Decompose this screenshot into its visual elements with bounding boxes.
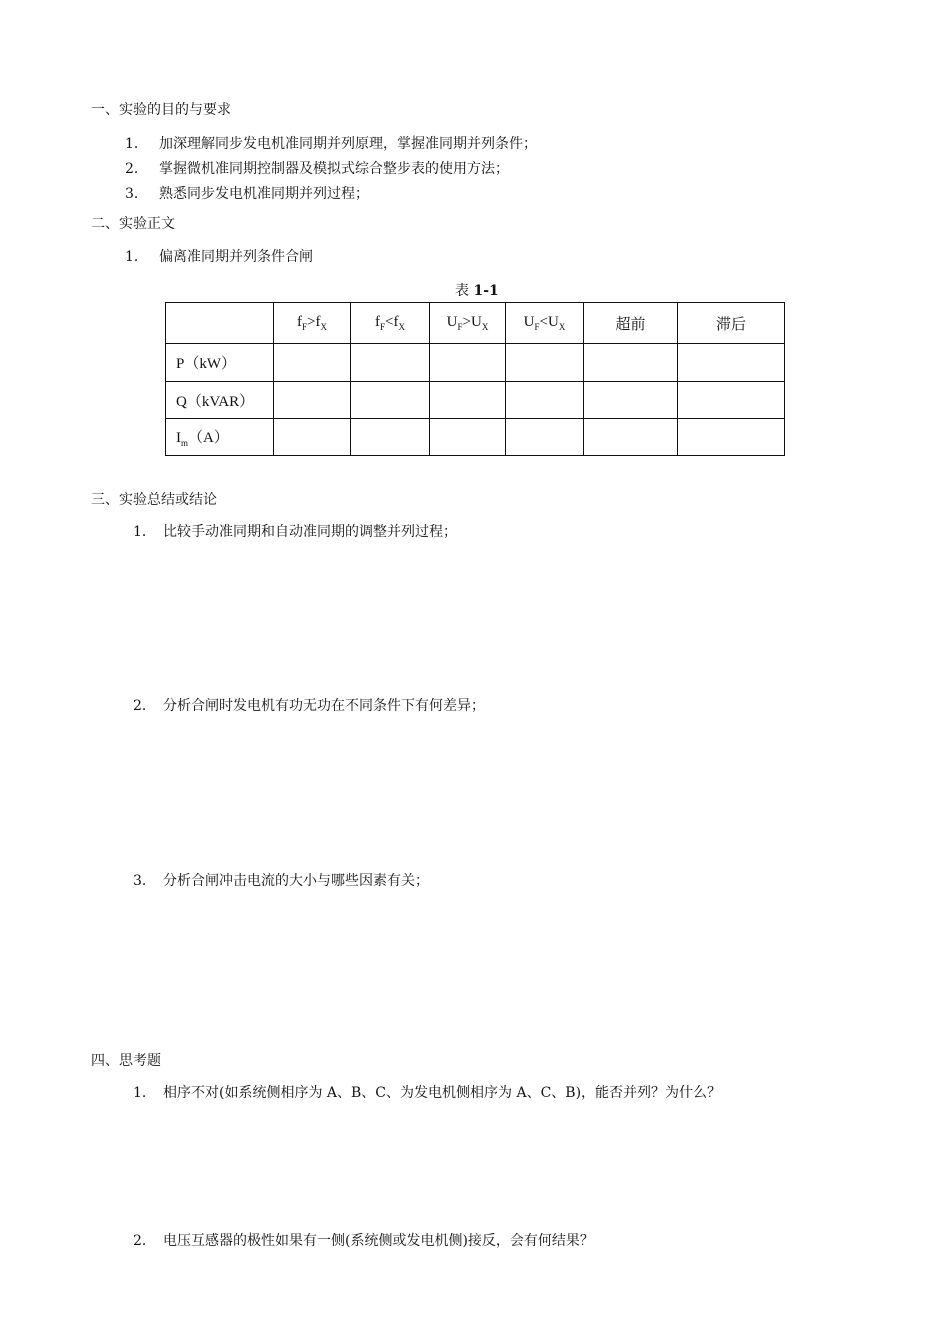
row-label: P（kW）: [166, 344, 274, 382]
item-number: 3．: [125, 186, 148, 202]
list-item: [133, 872, 429, 890]
table-header-row: [166, 303, 785, 344]
table-cell[interactable]: [506, 344, 584, 382]
table-cell[interactable]: [351, 382, 430, 419]
row-label: Q（kVAR）: [166, 382, 274, 419]
table-cell[interactable]: [430, 419, 506, 456]
item-number: 3．: [133, 873, 156, 889]
header-cell-empty: [166, 303, 274, 344]
header-cell-lag: 滞后: [678, 303, 785, 344]
header-cell: $U_F>U_X$: [430, 303, 506, 344]
table-cell[interactable]: [584, 344, 678, 382]
row-label: $I_m(A)$: [166, 419, 274, 456]
item-text: 比较手动准同期和自动准同期的调整并列过程；: [163, 524, 457, 540]
section1-heading: 一、实验的目的与要求: [91, 102, 231, 118]
table-cell[interactable]: [584, 419, 678, 456]
item-number: 1．: [125, 136, 148, 152]
list-item: [125, 135, 537, 153]
item-text: 分析合闸冲击电流的大小与哪些因素有关；: [163, 873, 429, 889]
list-item: [125, 248, 313, 266]
item-number: 1．: [133, 1085, 156, 1101]
item-text: 相序不对(如系统侧相序为 A、B、C、为发电机侧相序为 A、C、B)，能否并列？为什么？: [163, 1085, 722, 1101]
table-cell[interactable]: [584, 382, 678, 419]
data-table: [165, 302, 785, 456]
table-row: [166, 344, 785, 382]
table-cell[interactable]: [506, 382, 584, 419]
list-item: [125, 160, 509, 178]
table-caption-prefix: 表: [455, 283, 474, 299]
list-item: [133, 523, 457, 541]
header-cell: $U_F<U_X$: [506, 303, 584, 344]
table-cell[interactable]: [274, 419, 351, 456]
item-text: 掌握微机准同期控制器及模拟式综合整步表的使用方法；: [159, 161, 509, 177]
item-text: 熟悉同步发电机准同期并列过程；: [159, 186, 369, 202]
table-cell[interactable]: [274, 382, 351, 419]
item-number: 1．: [133, 524, 156, 540]
table-cell[interactable]: [351, 419, 430, 456]
table-row: [166, 382, 785, 419]
item-text: 偏离准同期并列条件合闸: [159, 249, 313, 265]
list-item: [133, 1232, 594, 1250]
table-cell[interactable]: [678, 382, 785, 419]
list-item: [133, 1084, 721, 1102]
header-cell: $f_F>f_X$: [274, 303, 351, 344]
section4-heading: 四、思考题: [91, 1053, 161, 1069]
section3-heading: 三、实验总结或结论: [91, 492, 217, 508]
item-number: 1．: [125, 249, 148, 265]
table-caption-id: 1-1: [473, 283, 499, 299]
table-cell[interactable]: [351, 344, 430, 382]
item-number: 2．: [133, 1233, 156, 1249]
table-cell[interactable]: [506, 419, 584, 456]
item-text: 分析合闸时发电机有功无功在不同条件下有何差异；: [163, 698, 485, 714]
list-item: [133, 697, 485, 715]
item-text: 电压互感器的极性如果有一侧(系统侧或发电机侧)接反，会有何结果？: [163, 1233, 594, 1249]
table-caption: [455, 282, 499, 300]
item-text: 加深理解同步发电机准同期并列原理，掌握准同期并列条件；: [159, 136, 537, 152]
table-cell[interactable]: [678, 344, 785, 382]
header-cell: $f_F<f_X$: [351, 303, 430, 344]
table-row: [166, 419, 785, 456]
header-cell-lead: 超前: [584, 303, 678, 344]
item-number: 2．: [133, 698, 156, 714]
section2-heading: 二、实验正文: [91, 216, 175, 232]
item-number: 2．: [125, 161, 148, 177]
table-cell[interactable]: [430, 344, 506, 382]
table-cell[interactable]: [274, 344, 351, 382]
table-cell[interactable]: [430, 382, 506, 419]
list-item: [125, 185, 369, 203]
table-cell[interactable]: [678, 419, 785, 456]
